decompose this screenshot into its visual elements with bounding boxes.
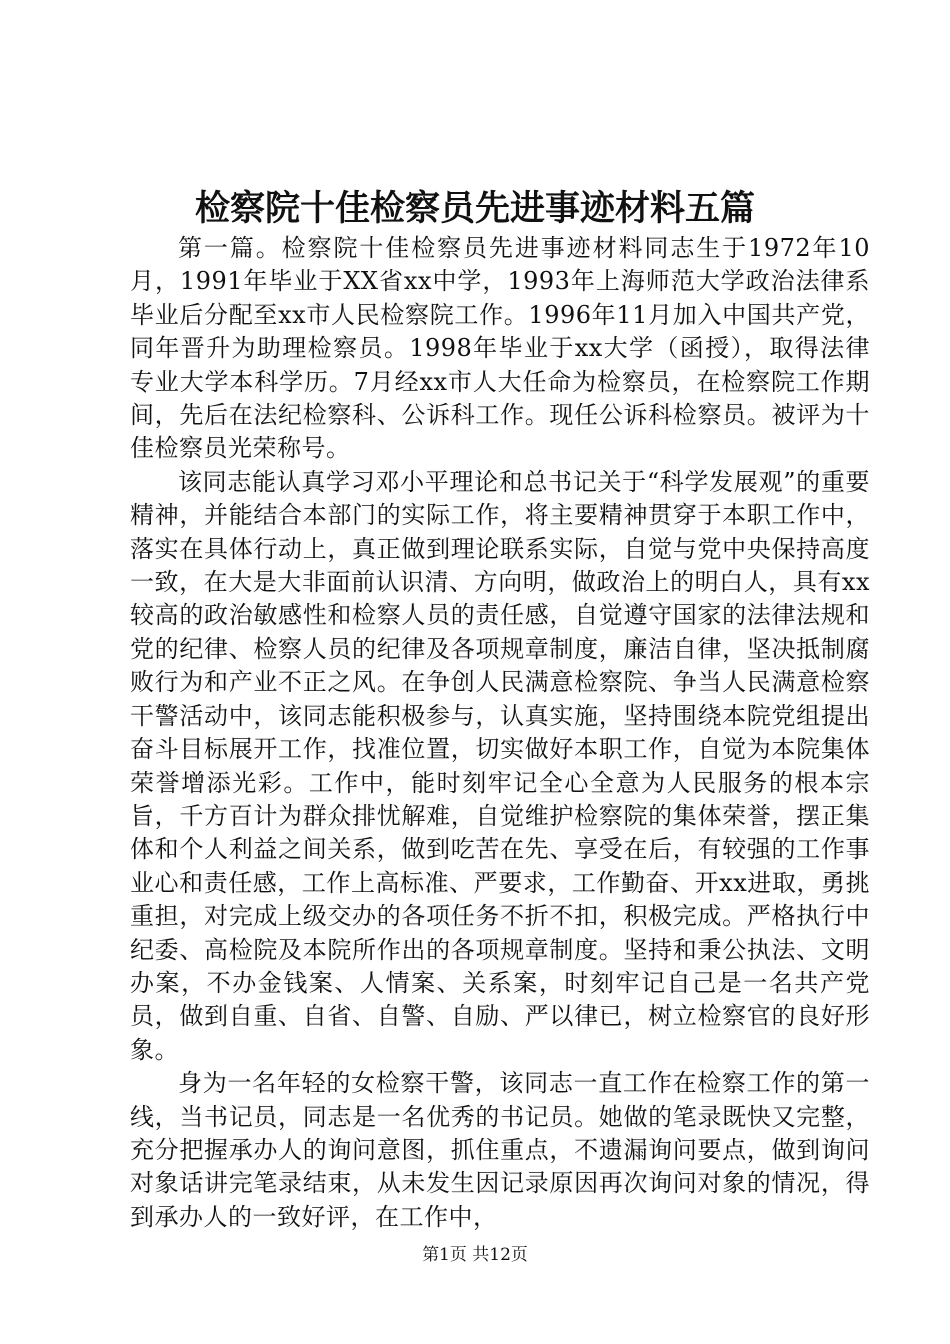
document-title: 检察院十佳检察员先进事迹材料五篇 xyxy=(194,188,755,229)
paragraph-2: 该同志能认真学习邓小平理论和总书记关于“科学发展观”的重要精神，并能结合本部门的实际工作，将主要精神贯穿于本职工作中，落实在具体行动上，真正做到理论联系实际，自觉与党中央保持高度一致，在大是大非面前认识清、方向明，做政治上的明白人，具有xx较高的政治敏感性和检察人员的责任感，自觉遵守国家的法律法规和党的纪律、检察人员的纪律及各项规章制度，廉洁自律，坚决抵制腐败行为和产业不正之风。在争创人民满意检察院、争当人民满意检察干警活动中，该同志能积极参与，认真实施，坚持围绕本院党组提出奋斗目标展开工作，找准位置，切实做好本职工作，自觉为本院集体荣誉增添光彩。工作中，能时刻牢记全心全意为人民服务的根本宗旨，千方百计为群众排忧解难，自觉维护检察院的集体荣誉，摆正集体和个人利益之间关系，做到吃苦在先、享受在后，有较强的工作事业心和责任感，工作上高标准、严要求，工作勤奋、开xx进取，勇挑重担，对完成上级交办的各项任务不折不扣，积极完成。严格执行中纪委、高检院及本院所作出的各项规章制度。坚持和秉公执法、文明办案，不办金钱案、人情案、关系案，时刻牢记自己是一名共产党员，做到自重、自省、自警、自励、严以律已，树立检察官的良好形象。 xyxy=(130,467,870,1064)
document-body xyxy=(130,232,870,1234)
page-number-footer: 第1页 共12页 xyxy=(422,1245,528,1265)
paragraph-3: 身为一名年轻的女检察干警，该同志一直工作在检察工作的第一线，当书记员，同志是一名优秀的书记员。她做的笔录既快又完整，充分把握承办人的询问意图，抓住重点，不遗漏询问要点，做到询问对象话讲完笔录结束，从未发生因记录原因再次询问对象的情况，得到承办人的一致好评，在工作中， xyxy=(130,1069,870,1231)
paragraph-1: 第一篇。检察院十佳检察员先进事迹材料同志生于1972年10月，1991年毕业于XX省xx中学，1993年上海师范大学政治法律系毕业后分配至xx市人民检察院工作。1996年11月加入中国共产党，同年晋升为助理检察员。1998年毕业于xx大学（函授），取得法律专业大学本科学历。7月经xx市人大任命为检察员，在检察院工作期间，先后在法纪检察科、公诉科工作。现任公诉科检察员。被评为十佳检察员光荣称号。 xyxy=(130,234,870,463)
